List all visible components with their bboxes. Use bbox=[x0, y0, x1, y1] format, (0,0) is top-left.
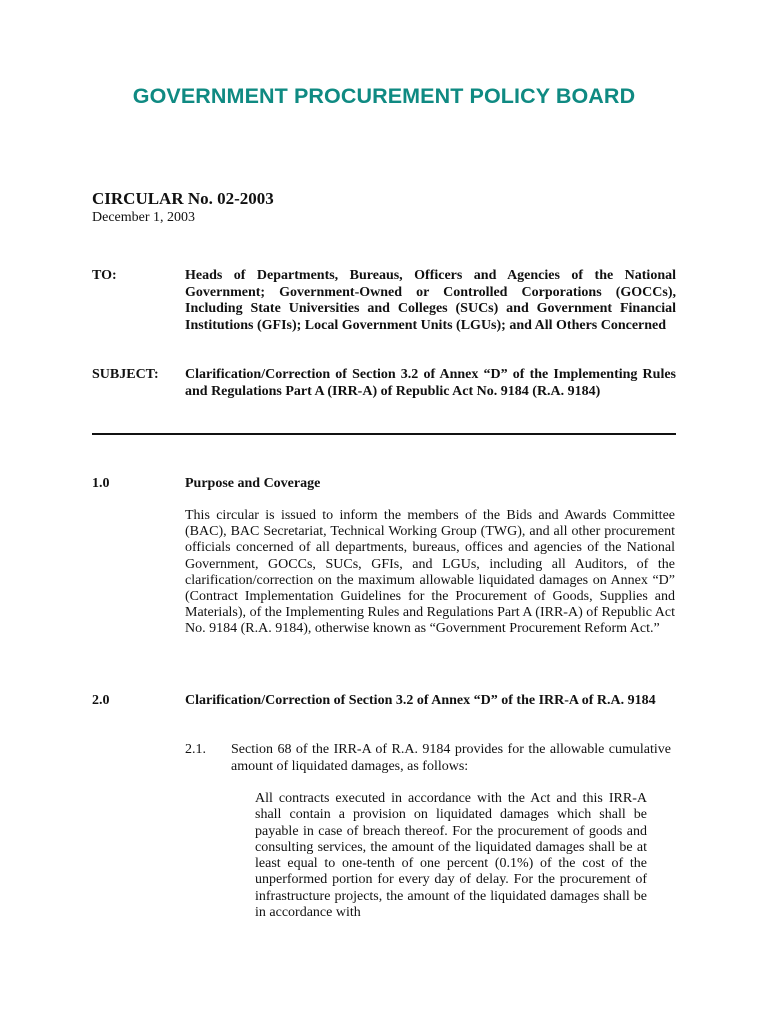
to-recipients: Heads of Departments, Bureaus, Officers and Agencies of the National Government; Government-Owned or Controlled Corporations (GOCCs), Including State Universities and Colleges (SUCs) and Government Financial Institutions (GFIs); Local Government Units (LGUs); and All Others Concerned bbox=[185, 268, 676, 333]
to-label: TO: bbox=[92, 268, 117, 283]
section-body: This circular is issued to inform the members of the Bids and Awards Committee (BAC), BAC Secretariat, Technical Working Group (TWG), and all other procurement officials concerned of all departments, bureaus, offices and agencies of the National Government, GOCCs, SUCs, GFIs, and LGUs, including all Auditors, of the clarification/correction on the maximum allowable liquidated damages on Annex “D” (Contract Implementation Guidelines for the Procurement of Goods, Supplies and Materials), of the Implementing Rules and Regulations Part A (IRR-A) of Republic Act No. 9184 (R.A. 9184), otherwise known as “Government Procurement Reform Act.” bbox=[185, 508, 675, 637]
section-heading: Purpose and Coverage bbox=[185, 476, 321, 491]
section-number: 2.0 bbox=[92, 693, 110, 708]
circular-date: December 1, 2003 bbox=[92, 210, 196, 225]
subitem-text: Section 68 of the IRR-A of R.A. 9184 provides for the allowable cumulative amount of liquidated damages, as follows: bbox=[231, 742, 671, 774]
board-title: GOVERNMENT PROCUREMENT POLICY BOARD bbox=[132, 84, 636, 108]
subject-block bbox=[92, 367, 676, 400]
quoted-provision: All contracts executed in accordance with the Act and this IRR-A shall contain a provision on liquidated damages which shall be payable in case of breach thereof. For the procurement of goods and consulting services, the amount of the liquidated damages shall be at least equal to one-tenth of one percent (0.1%) of the cost of the unperformed portion for every day of delay. For the procurement of infrastructure projects, the amount of the liquidated damages shall be in accordance with bbox=[255, 791, 647, 921]
circular-number: CIRCULAR No. 02-2003 bbox=[92, 189, 274, 208]
section-heading: Clarification/Correction of Section 3.2 of Annex “D” of the IRR-A of R.A. 9184 bbox=[185, 693, 656, 708]
to-block bbox=[92, 268, 676, 334]
section-number: 1.0 bbox=[92, 476, 110, 491]
header-divider bbox=[92, 433, 676, 435]
subitem-number: 2.1. bbox=[185, 742, 206, 757]
subject-text: Clarification/Correction of Section 3.2 of Annex “D” of the Implementing Rules and Regulations Part A (IRR-A) of Republic Act No. 9184 (R.A. 9184) bbox=[185, 367, 676, 399]
subject-label: SUBJECT: bbox=[92, 367, 159, 382]
